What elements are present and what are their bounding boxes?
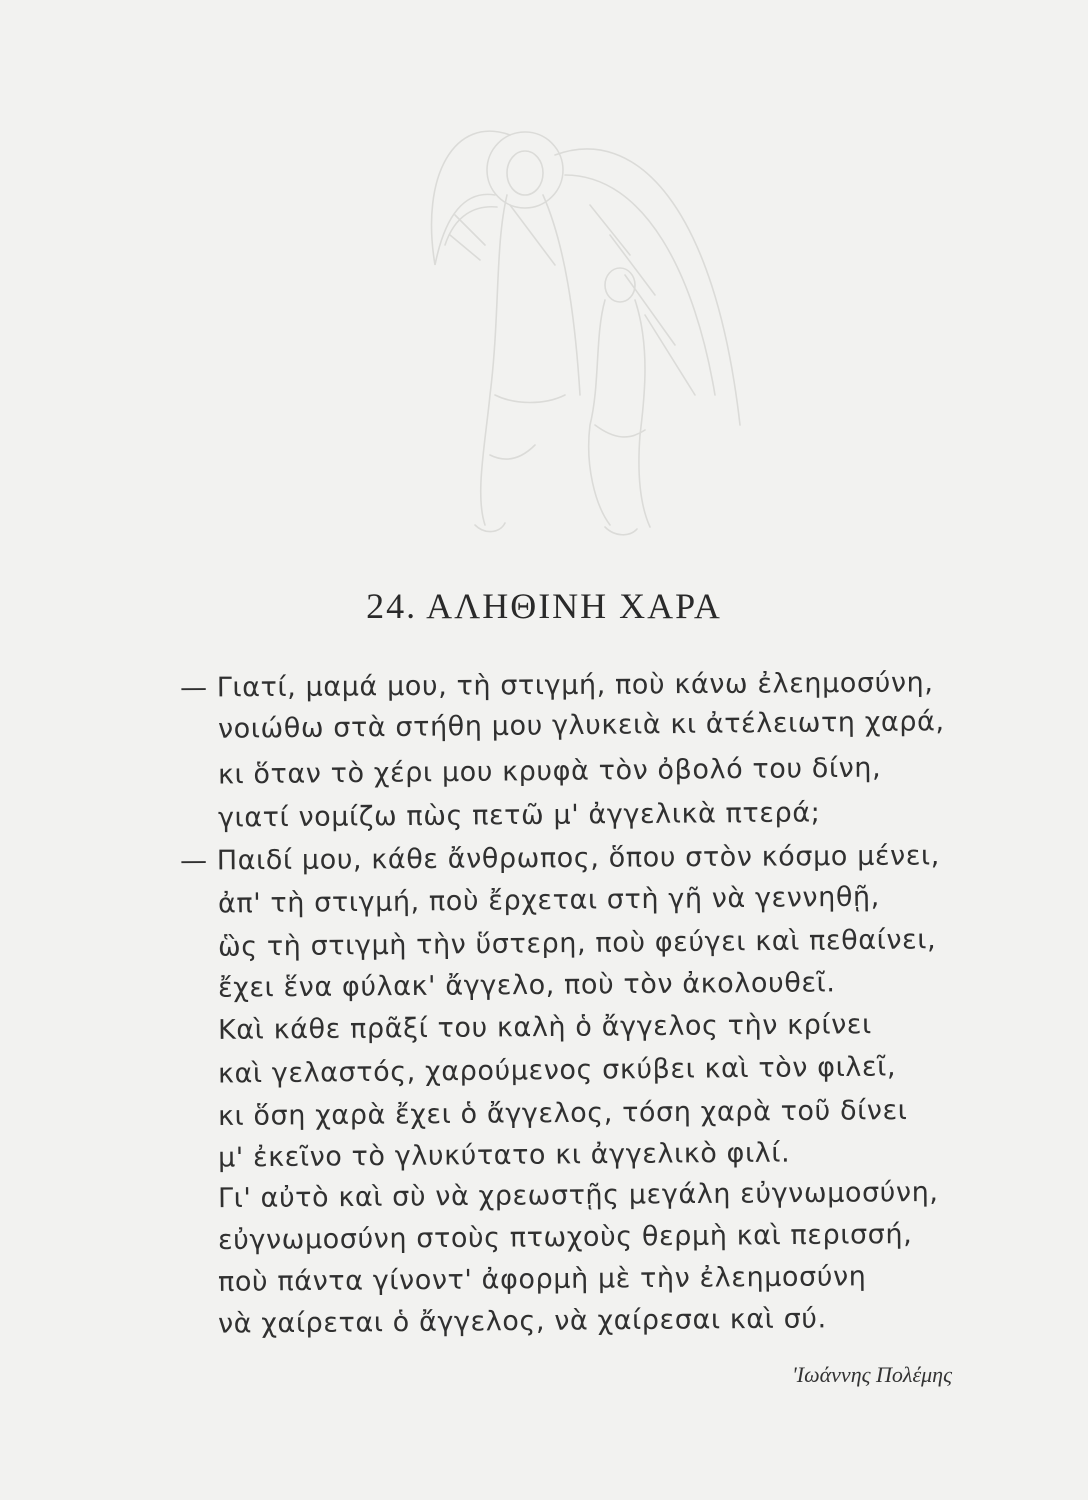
poem-line: — Γιατί, μαμά μου, τὴ στιγμή, ποὺ κάνω ἐλεημοσύνη, [179, 667, 934, 704]
poem-author: 'Ιωάννης Πολέμης [792, 1362, 952, 1387]
poem-line: ἔχει ἕνα φύλακ' ἄγγελο, ποὺ τὸν ἀκολουθεῖ. [217, 967, 836, 1004]
poem-line: γιατί νομίζω πὼς πετῶ μ' ἀγγελικὰ πτερά; [217, 797, 821, 834]
poem-line: κι ὅση χαρὰ ἔχει ὁ ἄγγελος, τόση χαρὰ τοῦ δίνει [217, 1094, 908, 1133]
poem-line: Γι' αὐτὸ καὶ σὺ νὰ χρεωστῇς μεγάλη εὐγνωμοσύνη, [217, 1176, 939, 1215]
poem-line: Καὶ κάθε πρᾶξί του καλὴ ὁ ἄγγελος τὴν κρίνει [217, 1009, 872, 1046]
poem-line: ποὺ πάντα γίνοντ' ἀφορμὴ μὲ τὴν ἐλεημοσύνη [217, 1261, 867, 1298]
poem-line: ἀπ' τὴ στιγμή, ποὺ ἔρχεται στὴ γῆ νὰ γεννηθῇ, [217, 881, 881, 920]
poem-line: εὐγνωμοσύνη στοὺς πτωχοὺς θερμὴ καὶ περισσή, [217, 1218, 913, 1257]
poem-line: κι ὅταν τὸ χέρι μου κρυφὰ τὸν ὀβολό του δίνη, [217, 752, 882, 791]
poem-line: ὣς τὴ στιγμὴ τὴν ὕστερη, ποὺ φεύγει καὶ πεθαίνει, [217, 924, 937, 963]
poem-line: νὰ χαίρεται ὁ ἄγγελος, νὰ χαίρεσαι καὶ σύ. [217, 1303, 827, 1340]
poem-line: μ' ἐκεῖνο τὸ γλυκύτατο κι ἀγγελικὸ φιλί. [217, 1137, 791, 1174]
poem-line: καὶ γελαστός, χαρούμενος σκύβει καὶ τὸν φιλεῖ, [217, 1051, 897, 1090]
poem-line: — Παιδί μου, κάθε ἄνθρωπος, ὅπου στὸν κόσμο μένει, [179, 840, 941, 877]
poem-line: νοιώθω στὰ στήθη μου γλυκειὰ κι ἀτέλειωτη χαρά, [217, 706, 945, 745]
poem-title: 24. ΑΛΗΘΙΝΗ ΧΑΡΑ [366, 586, 722, 626]
